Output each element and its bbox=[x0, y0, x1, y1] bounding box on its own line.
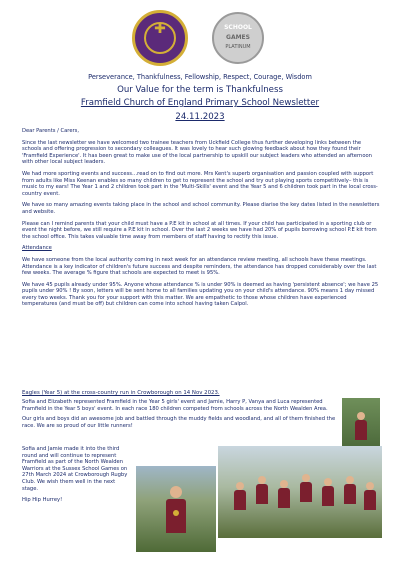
group-kid-head bbox=[346, 476, 354, 484]
paragraph-attendance-review: We have someone from the local authority coming in next week for an attendance review meeting, all schools have these meetings. Attendance is a key indicator of children's future success and despite reminders, the attendance has dropped considerably over the last few weeks. The average % figure that schools are expected to meet is 95%. bbox=[22, 256, 377, 277]
games-logo-line2: GAMES bbox=[226, 34, 250, 41]
newsletter-date: 24.11.2023 bbox=[175, 112, 225, 122]
medal-icon bbox=[173, 510, 179, 516]
cross-icon: ✚ bbox=[154, 21, 166, 37]
runner-with-medal-photo bbox=[136, 466, 216, 552]
group-kid-head bbox=[302, 474, 310, 482]
school-values: Perseverance, Thankfulness, Fellowship, Respect, Courage, Wisdom bbox=[88, 73, 312, 81]
newsletter-title: Framfield Church of England Primary School Newsletter bbox=[80, 98, 320, 108]
newsletter-body bbox=[22, 128, 382, 313]
group-kid-body bbox=[300, 482, 312, 502]
paragraph-events: We have so many amazing events taking place in the school and school community. Please diarise the key dates listed in the newsletters and website. bbox=[22, 202, 380, 215]
eagles-paragraph-2: Our girls and boys did an awesome job and battled through the muddy fields and woodland, and all of them finished the race. We are so proud of our little runners! bbox=[22, 416, 336, 429]
eagles-cheer: Hip Hip Hurrey! bbox=[22, 497, 63, 504]
group-kid-body bbox=[344, 484, 356, 504]
group-kid-body bbox=[364, 490, 376, 510]
girl-head bbox=[357, 412, 365, 420]
group-kid-head bbox=[280, 480, 288, 488]
greeting: Dear Parents / Carers, bbox=[22, 128, 79, 134]
eagles-paragraph-3: Sofia and Jamie made it into the third round and will continue to represent Framfield as part of the North Wealden Warriors at the Sussex School Games on 27th March 2024 at Crowborough Rugby Club. We wish them well in the next stage. bbox=[22, 446, 128, 492]
paragraph-sporting: We had more sporting events and success…read on to find out more. Mrs Kent's superb organisation and passion coupled with support from adults like Miss Keenan enables so many children to get to represent the school and try out playing sports competitively– this is music to my ears! The Year 1 and 2 children took part in the 'Multi-Skills' event and the Year 5 and 6 children took part in the local cross-country event. bbox=[22, 170, 378, 197]
eagles-side-text bbox=[22, 446, 130, 509]
runner-body bbox=[166, 499, 186, 533]
term-value: Our Value for the term is Thankfulness bbox=[117, 85, 283, 95]
group-kid-body bbox=[256, 484, 268, 504]
paragraph-trainees: Since the last newsletter we have welcomed two trainee teachers from Uckfield College thus further developing links between the schools and offering progression to secondary colleagues. It was lovely to hear such glowing feedback about how they found their 'Framfield Experience'. It has been great to make use of the local partnership to upskill our subject leaders who attended an afternoon with other local subject leaders. bbox=[22, 139, 372, 166]
group-kid-body bbox=[278, 488, 290, 508]
paragraph-attendance-figures: We have 45 pupils already under 95%. Anyone whose attendance % is under 90% is deemed as having 'persistent absence'; we have 25 pupils under 90% ! By soon, letters will be sent home to all families updating you on your child's attendance. 90% means 1 day missed every two weeks. Thank you for your support with this matter. We are empathetic to those whose children have experienced temperatures (and must be off) but children can come into school having taken Calpol. bbox=[22, 281, 379, 308]
runner-head bbox=[170, 486, 182, 498]
group-kid-head bbox=[366, 482, 374, 490]
attendance-heading: Attendance bbox=[22, 245, 52, 252]
girl-body bbox=[355, 420, 367, 440]
group-kid-body bbox=[322, 486, 334, 506]
eagles-body bbox=[22, 399, 344, 433]
team-group-photo bbox=[218, 446, 382, 538]
group-kid-head bbox=[324, 478, 332, 486]
eagles-heading: Eagles (Year 5) at the cross-country run in Crowborough on 14 Nov 2023. bbox=[22, 390, 220, 396]
group-kid-body bbox=[234, 490, 246, 510]
games-logo-line1: SCHOOL bbox=[224, 24, 252, 31]
group-kid-head bbox=[258, 476, 266, 484]
school-games-platinum-logo bbox=[212, 12, 264, 64]
eagles-paragraph-1: Sofia and Elizabeth represented Framfield in the Year 5 girls' event and Jamie, Harry P, Vanya and Luca represented Framfield in the Year 5 boys' event. In each race 180 children competed from schools across the North Wealden Area. bbox=[22, 399, 328, 412]
paragraph-pe-kit: Please can I remind parents that your child must have a P.E kit in school at all times. If your child has participated in a sporting club or event the night before, we still require a P.E kit in school. Over the last 2 weeks we have had 20% of pupils borrowing school P.E kit from the school office. This takes valuable time away from members of staff having to rectify this issue. bbox=[22, 220, 377, 240]
school-crest-logo bbox=[132, 10, 188, 66]
group-kid-head bbox=[236, 482, 244, 490]
games-logo-line3: PLATINUM bbox=[225, 44, 251, 50]
